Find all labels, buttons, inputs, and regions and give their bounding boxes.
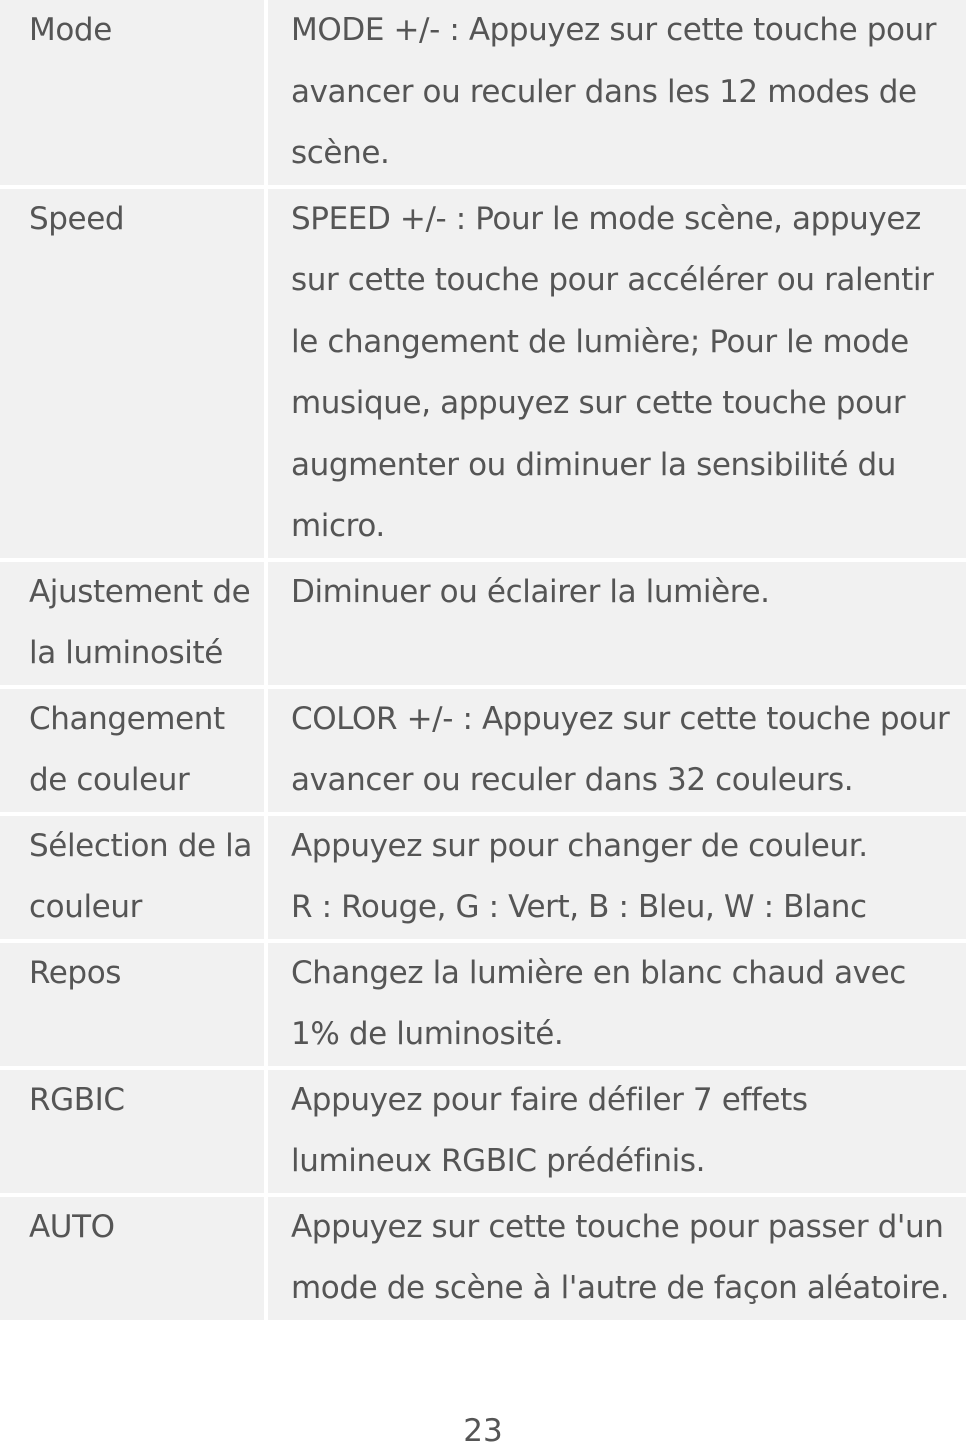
row-label-cell bbox=[0, 0, 264, 185]
table-row bbox=[0, 1197, 966, 1320]
row-description-text: scène. bbox=[291, 135, 390, 171]
table-row bbox=[0, 189, 966, 558]
row-description-text: avancer ou reculer dans les 12 modes de bbox=[291, 73, 917, 110]
row-description-cell bbox=[268, 0, 966, 185]
row-description-text: mode de scène à l'autre de façon aléatoire. bbox=[291, 1270, 950, 1306]
row-description-text: Changez la lumière en blanc chaud avec bbox=[291, 954, 906, 991]
row-description-text: SPEED +/- : Pour le mode scène, appuyez bbox=[291, 200, 921, 237]
row-label-text: de couleur bbox=[29, 762, 190, 798]
row-label-cell bbox=[0, 189, 264, 558]
row-description-text: Diminuer ou éclairer la lumière. bbox=[291, 573, 770, 610]
table-row bbox=[0, 562, 966, 685]
row-description-cell bbox=[268, 189, 966, 558]
row-description-text: musique, appuyez sur cette touche pour bbox=[291, 385, 906, 421]
row-label-text: couleur bbox=[29, 889, 142, 925]
row-description-cell bbox=[268, 1070, 966, 1193]
row-description-text: Appuyez sur cette touche pour passer d'un bbox=[291, 1208, 944, 1245]
table-row bbox=[0, 1070, 966, 1193]
row-description-text: Appuyez sur pour changer de couleur. bbox=[291, 827, 868, 864]
table-row bbox=[0, 689, 966, 812]
row-description-text: avancer ou reculer dans 32 couleurs. bbox=[291, 762, 854, 798]
row-description-cell bbox=[268, 689, 966, 812]
row-description-text: COLOR +/- : Appuyez sur cette touche pour bbox=[291, 700, 950, 737]
row-label-cell bbox=[0, 562, 264, 685]
table-row bbox=[0, 943, 966, 1066]
row-label-text: Speed bbox=[29, 200, 125, 237]
row-description-text: lumineux RGBIC prédéfinis. bbox=[291, 1143, 706, 1179]
row-description-text: sur cette touche pour accélérer ou ralentir bbox=[291, 262, 934, 298]
row-description-cell bbox=[268, 1197, 966, 1320]
row-label-text: AUTO bbox=[29, 1208, 115, 1245]
page-number: 23 bbox=[463, 1413, 503, 1449]
row-description-text: 1% de luminosité. bbox=[291, 1016, 564, 1052]
row-label-text: la luminosité bbox=[29, 635, 223, 671]
row-label-text: Repos bbox=[29, 954, 122, 991]
table-row bbox=[0, 816, 966, 939]
table-row bbox=[0, 0, 966, 185]
row-label-cell bbox=[0, 1070, 264, 1193]
row-label-cell bbox=[0, 1197, 264, 1320]
row-label-cell bbox=[0, 689, 264, 812]
row-description-text: augmenter ou diminuer la sensibilité du bbox=[291, 446, 897, 483]
row-description-text: micro. bbox=[291, 508, 385, 544]
row-description-text: MODE +/- : Appuyez sur cette touche pour bbox=[291, 12, 937, 48]
row-label-text: Sélection de la bbox=[29, 827, 252, 864]
row-description-text: le changement de lumière; Pour le mode bbox=[291, 323, 909, 360]
row-label-text: Changement bbox=[29, 700, 225, 737]
row-label-text: RGBIC bbox=[29, 1081, 125, 1118]
row-label-cell bbox=[0, 943, 264, 1066]
row-label-cell bbox=[0, 816, 264, 939]
row-description-cell bbox=[268, 816, 966, 939]
row-label-text: Ajustement de bbox=[29, 573, 251, 610]
row-description-cell bbox=[268, 943, 966, 1066]
row-description-text: Appuyez pour faire défiler 7 effets bbox=[291, 1081, 808, 1118]
row-description-text: R : Rouge, G : Vert, B : Bleu, W : Blanc bbox=[291, 889, 867, 925]
row-label-text: Mode bbox=[29, 12, 112, 48]
row-description-cell bbox=[268, 562, 966, 685]
